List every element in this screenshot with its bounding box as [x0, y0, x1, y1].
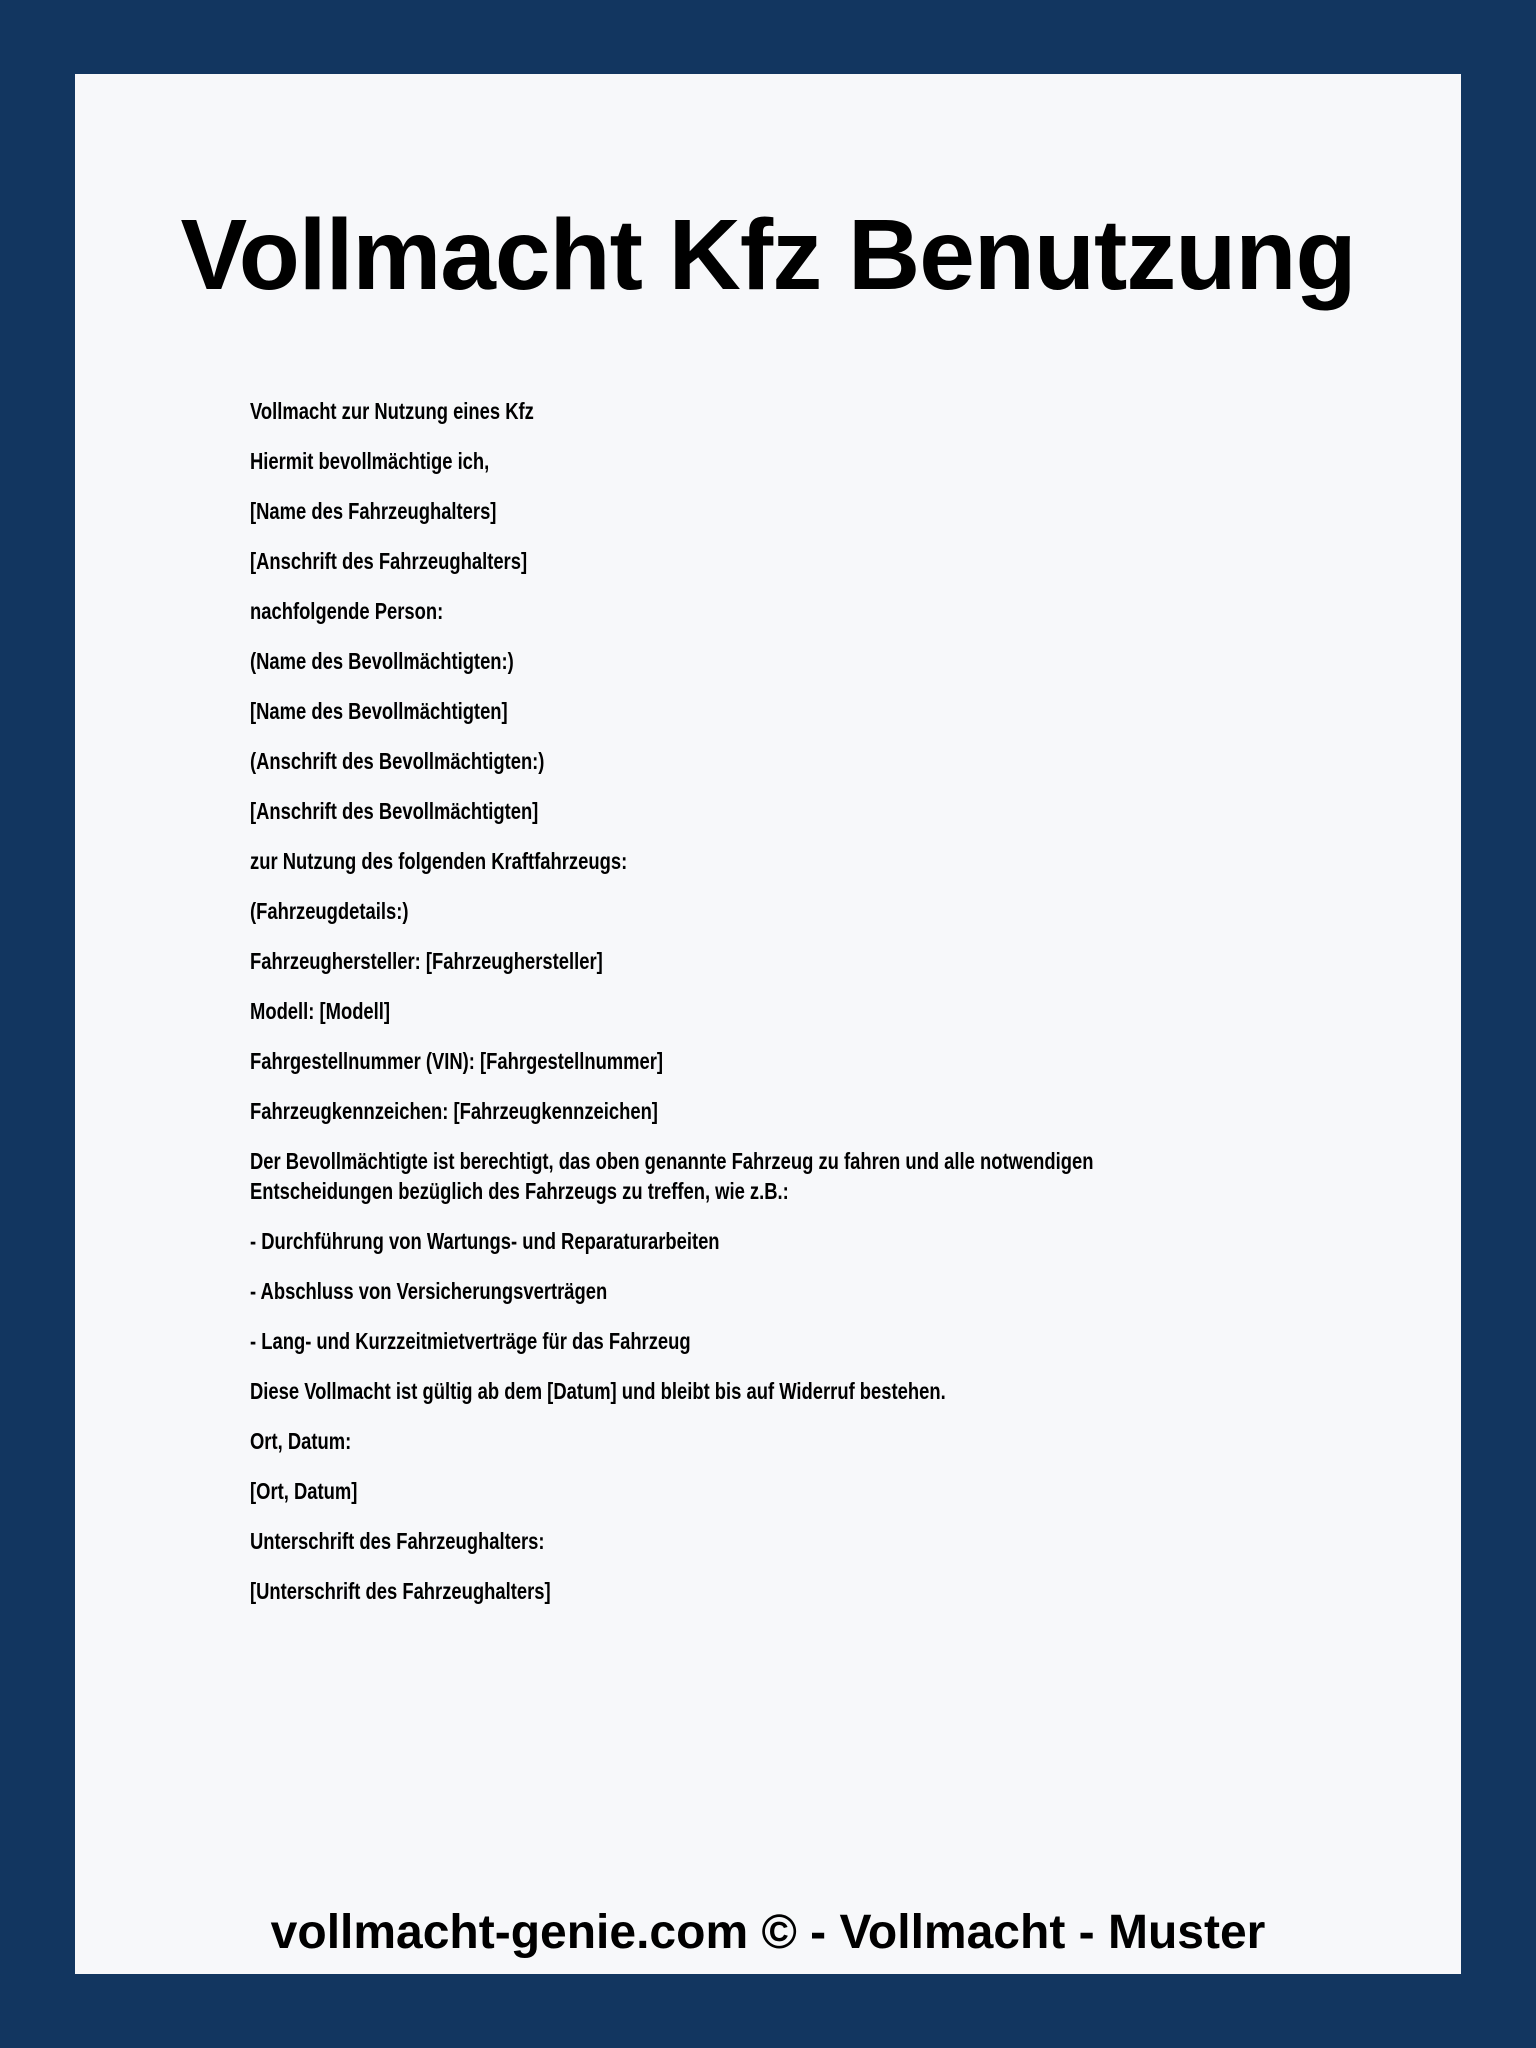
document-line: (Fahrzeugdetails:) — [250, 898, 409, 924]
document-line: - Durchführung von Wartungs- und Reparaturarbeiten — [250, 1228, 720, 1254]
document-line: [Anschrift des Bevollmächtigten] — [250, 798, 539, 824]
document-line: Hiermit bevollmächtige ich, — [250, 448, 490, 474]
document-line: [Ort, Datum] — [250, 1478, 358, 1504]
footer-branding: vollmacht-genie.com © - Vollmacht - Muster — [270, 1906, 1266, 1959]
document-line: (Name des Bevollmächtigten:) — [250, 648, 514, 674]
document-line: Entscheidungen bezüglich des Fahrzeugs zu treffen, wie z.B.: — [250, 1178, 789, 1204]
document-line: - Abschluss von Versicherungsverträgen — [250, 1278, 608, 1304]
document-line: Vollmacht zur Nutzung eines Kfz — [250, 398, 534, 424]
document-line: Der Bevollmächtigte ist berechtigt, das oben genannte Fahrzeug zu fahren und alle notwendigen — [250, 1148, 1094, 1174]
document-line: [Name des Fahrzeughalters] — [250, 498, 497, 524]
document-line: [Anschrift des Fahrzeughalters] — [250, 548, 528, 574]
document-body — [250, 400, 1093, 1630]
document-line: - Lang- und Kurzzeitmietverträge für das Fahrzeug — [250, 1328, 691, 1354]
document-line: Diese Vollmacht ist gültig ab dem [Datum] und bleibt bis auf Widerruf bestehen. — [250, 1378, 946, 1404]
document-line: Modell: [Modell] — [250, 998, 391, 1024]
document-line: nachfolgende Person: — [250, 598, 444, 624]
document-line: [Unterschrift des Fahrzeughalters] — [250, 1578, 551, 1604]
document-page — [75, 74, 1461, 1974]
document-line: Fahrzeughersteller: [Fahrzeughersteller] — [250, 948, 603, 974]
document-line: Ort, Datum: — [250, 1428, 352, 1454]
document-title: Vollmacht Kfz Benutzung — [180, 199, 1356, 311]
document-line: [Name des Bevollmächtigten] — [250, 698, 508, 724]
document-line: Unterschrift des Fahrzeughalters: — [250, 1528, 545, 1554]
document-line: Fahrgestellnummer (VIN): [Fahrgestellnummer] — [250, 1048, 664, 1074]
document-line: (Anschrift des Bevollmächtigten:) — [250, 748, 545, 774]
document-line: Fahrzeugkennzeichen: [Fahrzeugkennzeichen] — [250, 1098, 658, 1124]
document-line: zur Nutzung des folgenden Kraftfahrzeugs: — [250, 848, 628, 874]
